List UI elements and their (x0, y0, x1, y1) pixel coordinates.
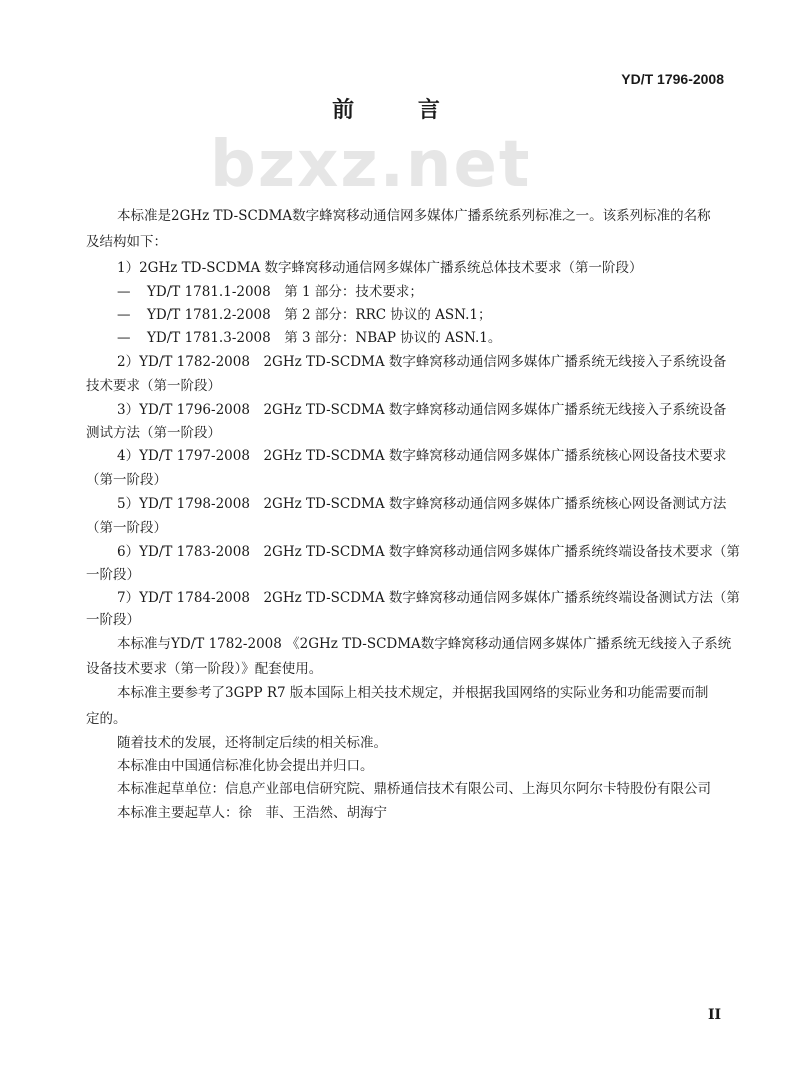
list-item-5: 5）YD/T 1798-2008 2GHz TD-SCDMA 数字蜂窝移动通信网多媒体广播系统核心网设备测试方法 (117, 496, 727, 512)
paragraph-1: 本标准与YD/T 1782-2008 《2GHz TD-SCDMA数字蜂窝移动通信网多媒体广播系统无线接入子系统 (117, 636, 732, 652)
watermark: bzxz.net (210, 128, 532, 202)
paragraph-1-cont: 设备技术要求（第一阶段）》配套使用。 (86, 661, 323, 677)
sub-item-2: YD/T 1781.2-2008 第 2 部分：RRC 协议的 ASN.1； (147, 307, 492, 323)
list-item-5-cont: （第一阶段） (86, 520, 167, 536)
paragraph-3: 随着技术的发展，还将制定后续的相关标准。 (117, 735, 387, 751)
dash-bullet: — (117, 307, 131, 323)
intro-line-1: 本标准是2GHz TD-SCDMA数字蜂窝移动通信网多媒体广播系统系列标准之一。该系列标准的名称 (117, 208, 711, 224)
list-item-6: 6）YD/T 1783-2008 2GHz TD-SCDMA 数字蜂窝移动通信网多媒体广播系统终端设备技术要求（第 (117, 544, 740, 560)
intro-line-2: 及结构如下： (86, 234, 167, 250)
list-item-3: 3）YD/T 1796-2008 2GHz TD-SCDMA 数字蜂窝移动通信网多媒体广播系统无线接入子系统设备 (117, 402, 727, 418)
dash-bullet: — (117, 330, 131, 346)
list-item-6-cont: 一阶段） (86, 567, 140, 583)
sub-item-3: YD/T 1781.3-2008 第 3 部分：NBAP 协议的 ASN.1。 (147, 330, 502, 346)
document-number: YD/T 1796-2008 (621, 71, 724, 87)
list-item-4-cont: （第一阶段） (86, 472, 167, 488)
list-item-2: 2）YD/T 1782-2008 2GHz TD-SCDMA 数字蜂窝移动通信网多媒体广播系统无线接入子系统设备 (117, 354, 727, 370)
paragraph-5: 本标准起草单位：信息产业部电信研究院、鼎桥通信技术有限公司、上海贝尔阿尔卡特股份有限公司 (117, 781, 711, 797)
paragraph-2: 本标准主要参考了3GPP R7 版本国际上相关技术规定，并根据我国网络的实际业务和功能需要而制 (117, 685, 709, 701)
list-item-7-cont: 一阶段） (86, 612, 140, 628)
list-item-7: 7）YD/T 1784-2008 2GHz TD-SCDMA 数字蜂窝移动通信网多媒体广播系统终端设备测试方法（第 (117, 590, 740, 606)
paragraph-2-cont: 定的。 (86, 711, 127, 727)
sub-item-1: YD/T 1781.1-2008 第 1 部分：技术要求； (147, 284, 423, 300)
dash-bullet: — (117, 284, 131, 300)
list-item-4: 4）YD/T 1797-2008 2GHz TD-SCDMA 数字蜂窝移动通信网多媒体广播系统核心网设备技术要求 (117, 448, 727, 464)
paragraph-6: 本标准主要起草人：徐 菲、王浩然、胡海宁 (117, 805, 387, 821)
list-item-1: 1）2GHz TD-SCDMA 数字蜂窝移动通信网多媒体广播系统总体技术要求（第一阶段） (117, 260, 643, 276)
page-number: II (708, 1007, 722, 1023)
page-title: 前 言 (332, 98, 468, 123)
list-item-2-cont: 技术要求（第一阶段） (86, 378, 221, 394)
list-item-3-cont: 测试方法（第一阶段） (86, 425, 221, 441)
paragraph-4: 本标准由中国通信标准化协会提出并归口。 (117, 758, 374, 774)
